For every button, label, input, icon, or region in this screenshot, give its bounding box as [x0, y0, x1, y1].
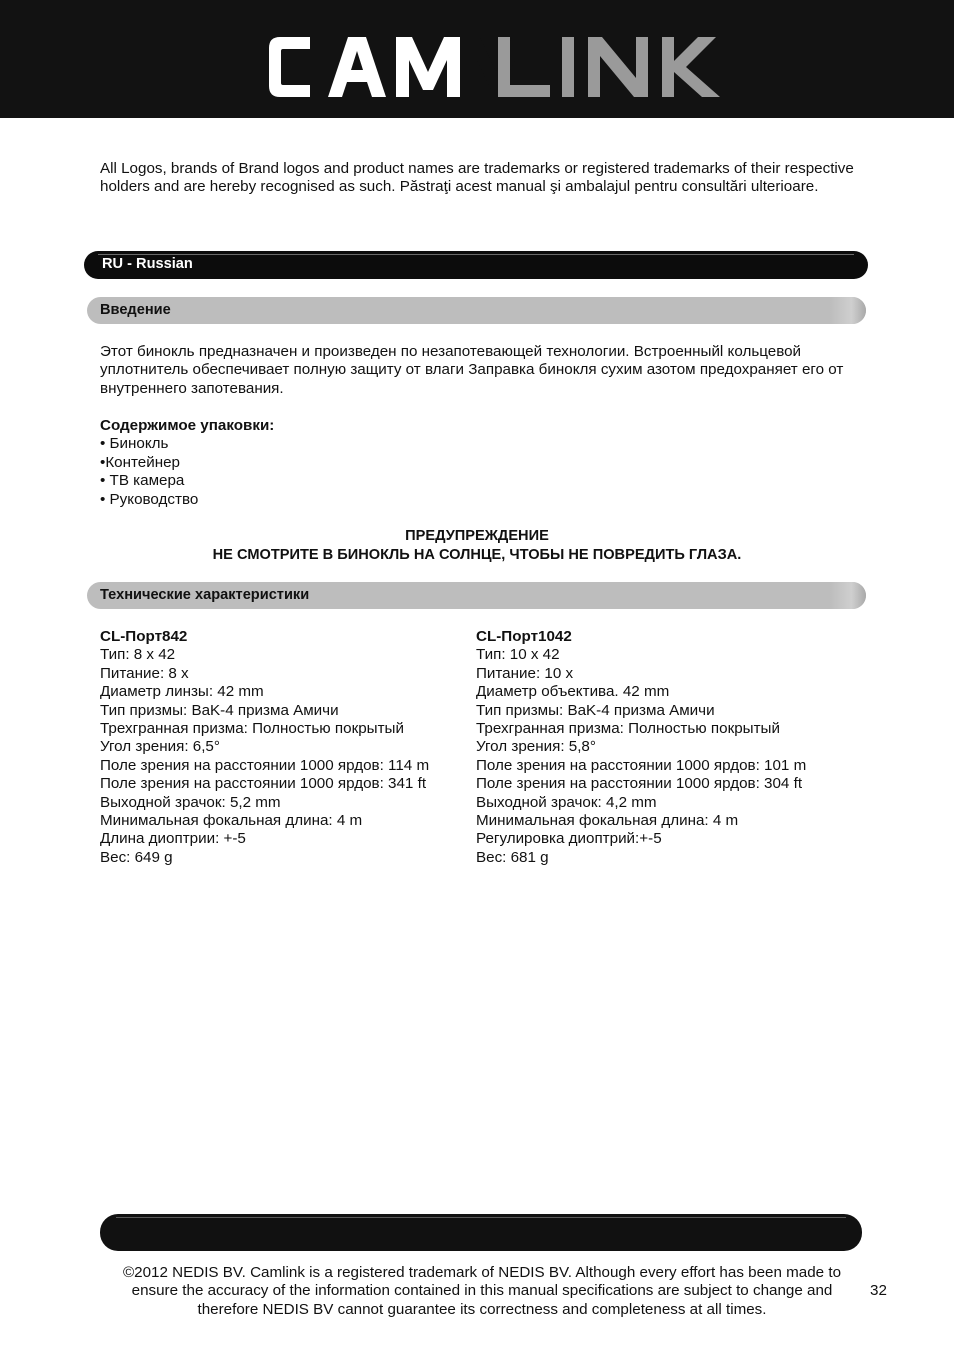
- page-number: 32: [870, 1282, 887, 1299]
- spec-line: Диаметр объектива. 42 mm: [476, 683, 670, 701]
- spec-line: Трехгранная призма: Полностью покрытый: [476, 720, 780, 738]
- package-item: •Контейнер: [100, 453, 180, 471]
- spec-line: Длина диоптрии: +-5: [100, 830, 246, 848]
- spec-line: Минимальная фокальная длина: 4 m: [476, 812, 739, 830]
- section-bar-shade: [830, 297, 866, 324]
- warning-block: [100, 527, 854, 565]
- package-contents: [100, 417, 600, 509]
- spec-line: Поле зрения на расстоянии 1000 ярдов: 114 m: [100, 756, 430, 774]
- specs-column-right: [476, 628, 866, 867]
- spec-line: Тип: 10 x 42: [476, 646, 560, 664]
- specs-column-left: [100, 628, 470, 867]
- package-title: Содержимое упаковки:: [100, 417, 275, 434]
- copyright-notice: ©2012 NEDIS BV. Camlink is a registered trademark of NEDIS BV. Although every effort has been made to ensure the accuracy of the information contained in this manual specifications are subject to change and therefore NEDIS BV cannot guarantee its correctness and completeness at all times.: [122, 1264, 842, 1318]
- page-header: [0, 0, 954, 118]
- footer-bar: [100, 1214, 862, 1251]
- spec-line: Тип: 8 x 42: [100, 646, 176, 664]
- spec-line: Выходной зрачок: 5,2 mm: [100, 793, 281, 811]
- section-title-specs: Технические характеристики: [100, 587, 310, 603]
- spec-line: Минимальная фокальная длина: 4 m: [100, 812, 363, 830]
- spec-line: Питание: 10 x: [476, 664, 574, 682]
- section-bar-intro: [87, 297, 866, 324]
- warning-title: ПРЕДУПРЕЖДЕНИЕ: [405, 528, 549, 544]
- spec-line: Трехгранная призма: Полностью покрытый: [100, 720, 404, 738]
- package-item: • Бинокль: [100, 435, 169, 453]
- language-bar-highlight: [98, 254, 854, 255]
- model-name: CL-Порт1042: [476, 628, 572, 645]
- package-item: • Руководство: [100, 490, 199, 508]
- warning-text: НЕ СМОТРИТЕ В БИНОКЛЬ НА СОЛНЦЕ, ЧТОБЫ НЕ ПОВРЕДИТЬ ГЛАЗА.: [212, 547, 742, 563]
- spec-line: Выходной зрачок: 4,2 mm: [476, 793, 657, 811]
- spec-line: Поле зрения на расстоянии 1000 ярдов: 304 ft: [476, 775, 803, 793]
- spec-line: Поле зрения на расстоянии 1000 ярдов: 341 ft: [100, 775, 427, 793]
- footer-bar-highlight: [116, 1217, 846, 1218]
- trademark-notice: All Logos, brands of Brand logos and product names are trademarks or registered trademarks of their respective holders and are hereby recognised as such. Păstraţi acest manual şi ambalajul pentru consultări ulterioare.: [100, 160, 854, 196]
- spec-line: Регулировка диоптрий:+-5: [476, 830, 662, 848]
- language-bar-label: RU - Russian: [102, 256, 193, 272]
- spec-line: Тип призмы: BaK-4 призма Амичи: [100, 701, 339, 719]
- spec-line: Диаметр линзы: 42 mm: [100, 683, 264, 701]
- section-bar-shade: [830, 582, 866, 609]
- spec-line: Вес: 681 g: [476, 848, 549, 866]
- section-title-intro: Введение: [100, 302, 171, 318]
- package-item: • ТВ камера: [100, 472, 185, 490]
- model-name: CL-Порт842: [100, 628, 188, 645]
- spec-line: Питание: 8 x: [100, 664, 189, 682]
- spec-line: Угол зрения: 5,8°: [476, 738, 596, 756]
- camlink-logo: [266, 34, 726, 100]
- spec-line: Поле зрения на расстоянии 1000 ярдов: 101 m: [476, 756, 807, 774]
- spec-line: Вес: 649 g: [100, 848, 173, 866]
- intro-paragraph: Этот бинокль предназначен и произведен по незапотевающей технологии. Встроенныйl кольцевой уплотнитель обеспечивает полную защиту от влаги Заправка бинокля сухим азотом предохраняет его от внутреннего запотевания.: [100, 343, 844, 397]
- spec-line: Тип призмы: BaK-4 призма Амичи: [476, 701, 715, 719]
- language-bar: [84, 251, 868, 279]
- section-bar-specs: [87, 582, 866, 609]
- spec-line: Угол зрения: 6,5°: [100, 738, 220, 756]
